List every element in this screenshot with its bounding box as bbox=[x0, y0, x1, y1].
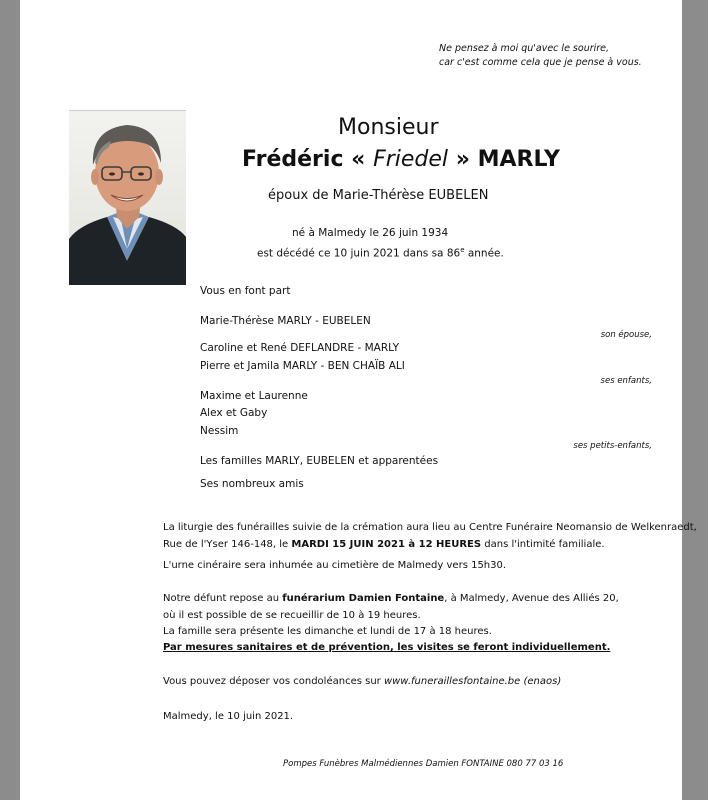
place-date: Malmedy, le 10 juin 2021. bbox=[163, 711, 294, 722]
portrait-photo bbox=[69, 110, 186, 285]
portrait-image bbox=[69, 111, 186, 285]
birth-line: né à Malmedy le 26 juin 1934 bbox=[292, 227, 449, 239]
urn-line: L'urne cinéraire sera inhumée au cimetière de Malmedy vers 15h30. bbox=[163, 560, 507, 571]
condolences-line bbox=[163, 676, 561, 687]
visitation-line-1 bbox=[163, 593, 619, 604]
condolences-suffix: (enaos) bbox=[520, 676, 562, 687]
ceremony-line-1: La liturgie des funérailles suivie de la crémation aura lieu au Centre Funéraire Neomansio de Welkenraedt, bbox=[163, 522, 697, 533]
epigraph-line-1: Ne pensez à moi qu'avec le sourire, bbox=[439, 43, 610, 54]
epigraph-line-2: car c'est comme cela que je pense à vous. bbox=[439, 57, 642, 68]
death-line-prefix: est décédé ce 10 juin 2021 dans sa 86 bbox=[257, 247, 461, 260]
visitation-line-2: où il est possible de se recueillir de 10 à 19 heures. bbox=[163, 610, 421, 621]
family-grandchild-3: Nessim bbox=[200, 425, 239, 437]
first-name: Frédéric bbox=[242, 147, 344, 172]
death-line-sup: e bbox=[460, 246, 465, 254]
family-intro: Vous en font part bbox=[200, 285, 291, 297]
deceased-name bbox=[242, 147, 560, 172]
visitation-prefix: Notre défunt repose au bbox=[163, 593, 283, 604]
footer-funeral-home: Pompes Funèbres Malmédiennes Damien FONTAINE 080 77 03 16 bbox=[283, 759, 564, 769]
ceremony-address: Rue de l'Yser 146-148, le bbox=[163, 539, 292, 550]
nickname: Friedel bbox=[373, 147, 449, 172]
last-name: MARLY bbox=[477, 147, 560, 172]
family-grandchild-1: Maxime et Laurenne bbox=[200, 390, 308, 402]
family-grandchild-2: Alex et Gaby bbox=[200, 407, 268, 419]
death-line bbox=[257, 246, 504, 260]
grandchildren-role: ses petits-enfants, bbox=[573, 441, 652, 451]
visitation-line-4: Par mesures sanitaires et de prévention, les visites se feront individuellement. bbox=[163, 642, 611, 653]
quote-open: « bbox=[351, 147, 366, 172]
family-child-2: Pierre et Jamila MARLY - BEN CHAÏB ALI bbox=[200, 360, 405, 372]
ceremony-datetime: MARDI 15 JUIN 2021 à 12 HEURES bbox=[291, 539, 482, 550]
family-spouse: Marie-Thérèse MARLY - EUBELEN bbox=[200, 315, 371, 327]
visitation-address: , à Malmedy, Avenue des Alliés 20, bbox=[444, 593, 619, 604]
quote-close: » bbox=[455, 147, 470, 172]
honorific: Monsieur bbox=[338, 115, 439, 140]
death-line-suffix: année. bbox=[464, 247, 504, 260]
family-child-1: Caroline et René DEFLANDRE - MARLY bbox=[200, 342, 399, 354]
condolences-prefix: Vous pouvez déposer vos condoléances sur bbox=[163, 676, 384, 687]
condolences-link[interactable]: www.funeraillesfontaine.be bbox=[383, 676, 521, 687]
ceremony-intimacy: dans l'intimité familiale. bbox=[481, 539, 605, 550]
visitation-line-3: La famille sera présente les dimanche et lundi de 17 à 18 heures. bbox=[163, 626, 492, 637]
spouse-role: son épouse, bbox=[600, 330, 652, 340]
family-families: Les familles MARLY, EUBELEN et apparentées bbox=[200, 455, 439, 467]
children-role: ses enfants, bbox=[600, 376, 652, 386]
obituary-page bbox=[20, 0, 697, 800]
spouse-line: époux de Marie-Thérèse EUBELEN bbox=[268, 188, 489, 203]
family-friends: Ses nombreux amis bbox=[200, 478, 304, 490]
funeral-home-name: funérarium Damien Fontaine bbox=[282, 593, 445, 604]
ceremony-line-2 bbox=[163, 539, 605, 550]
